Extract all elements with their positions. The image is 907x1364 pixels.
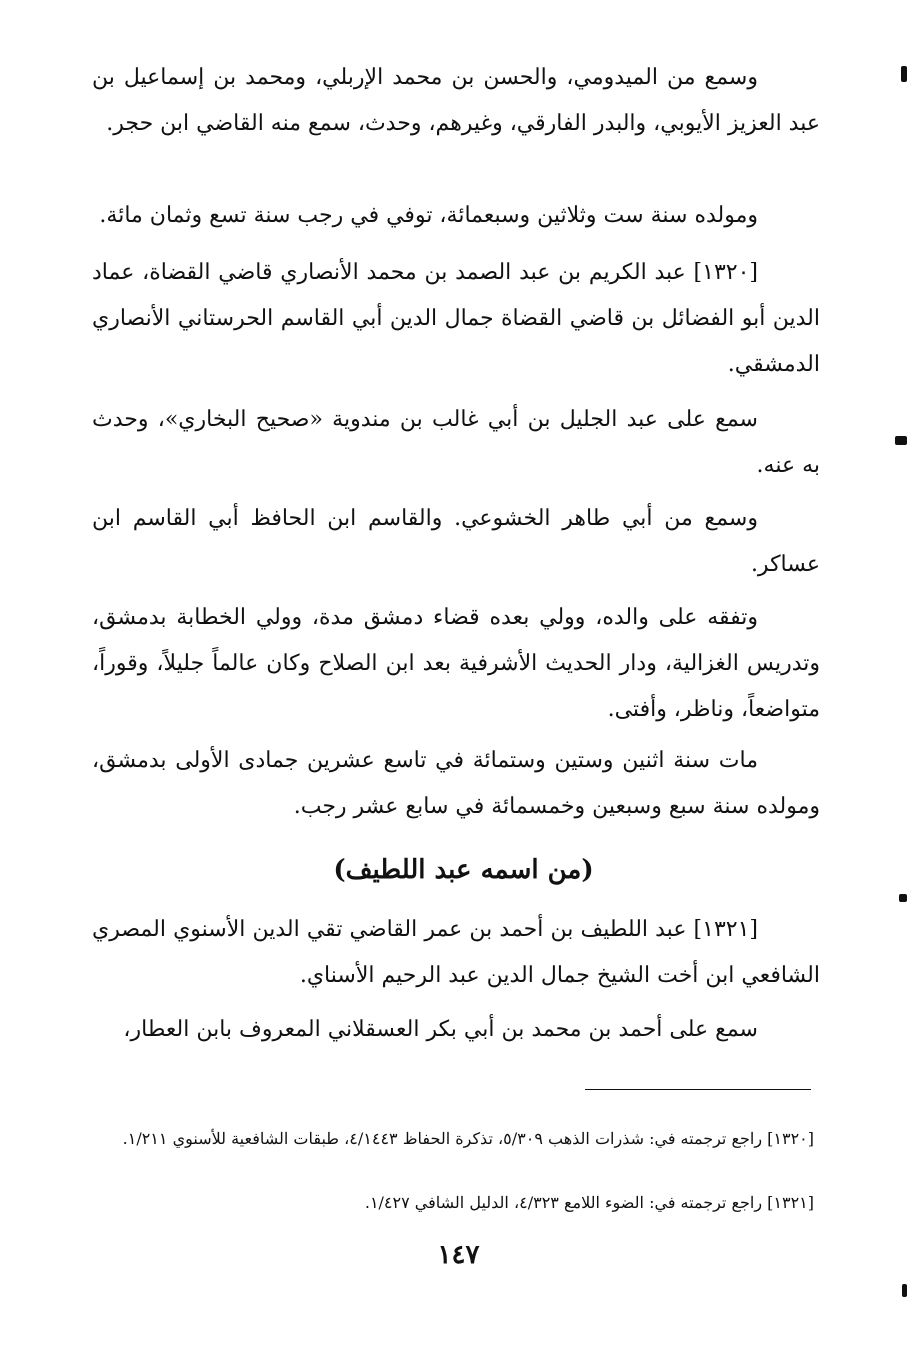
footnote-divider [585, 1089, 811, 1090]
paragraph-text: مات سنة اثنين وستين وستمائة في تاسع عشرين جمادى الأولى بدمشق، ومولده سنة سبع وسبعين وخمسمائة في سابع عشر رجب. [92, 748, 820, 819]
entry-text: [١٣٢١] عبد اللطيف بن أحمد بن عمر القاضي تقي الدين الأسنوي المصري الشافعي ابن أخت الشيخ جمال الدين عبد الرحيم الأسناي. [92, 917, 820, 988]
paragraph-death-662 [92, 738, 820, 830]
paragraph-text: وسمع من أبي طاهر الخشوعي. والقاسم ابن الحافظ أبي القاسم ابن عساكر. [92, 506, 820, 577]
paragraph-khushui [92, 496, 820, 588]
scan-edge-mark [895, 436, 907, 445]
footnote-1320 [92, 1124, 814, 1154]
paragraph-text: ومولده سنة ست وثلاثين وسبعمائة، توفي في رجب سنة تسع وثمان مائة. [99, 203, 758, 228]
paragraph-birth-death [92, 193, 820, 239]
entry-text: [١٣٢٠] عبد الكريم بن عبد الصمد بن محمد الأنصاري قاضي القضاة، عماد الدين أبو الفضائل بن قاضي القضاة جمال الدين أبي القاسم الحرستاني الأنصاري الدمشقي. [92, 260, 820, 377]
paragraph-text: سمع على عبد الجليل بن أبي غالب بن مندوية «صحيح البخاري»، وحدث به عنه. [92, 407, 820, 478]
scan-edge-mark [899, 894, 907, 902]
footnote-text: [١٣٢٠] راجع ترجمته في: شذرات الذهب ٥/٣٠٩، تذكرة الحفاظ ٤/١٤٤٣، طبقات الشافعية للأسنوي ١/٢١١. [122, 1129, 814, 1148]
paragraph-ibn-al-attar [92, 1007, 820, 1053]
paragraph-text: وتفقه على والده، وولي بعده قضاء دمشق مدة، وولي الخطابة بدمشق، وتدريس الغزالية، ودار الحديث الأشرفية بعد ابن الصلاح وكان عالماً جليلاً، وقوراً، متواضعاً، وناظر، وأفتى. [92, 605, 820, 722]
paragraph-sahih-bukhari [92, 397, 820, 489]
scan-edge-mark [902, 1284, 907, 1297]
page-number: ١٤٧ [437, 1240, 480, 1270]
footnote-text: [١٣٢١] راجع ترجمته في: الضوء اللامع ٤/٣٢٣، الدليل الشافي ١/٤٢٧. [364, 1193, 814, 1212]
section-heading: (من اسمه عبد اللطيف) [333, 855, 594, 885]
paragraph-tafaqqah [92, 595, 820, 733]
paragraph-text: سمع على أحمد بن محمد بن أبي بكر العسقلاني المعروف بابن العطار، [123, 1017, 758, 1042]
scan-edge-mark [901, 66, 907, 82]
entry-1321-abd-al-latif [92, 907, 820, 999]
paragraph-text: وسمع من الميدومي، والحسن بن محمد الإربلي، ومحمد بن إسماعيل بن عبد العزيز الأيوبي، والبدر الفارقي، وغيرهم، وحدث، سمع منه القاضي ابن حجر. [92, 65, 820, 136]
paragraph-sama-al-maydumi [92, 55, 820, 147]
entry-1320-abd-al-karim [92, 250, 820, 388]
footnote-1321 [92, 1188, 814, 1218]
